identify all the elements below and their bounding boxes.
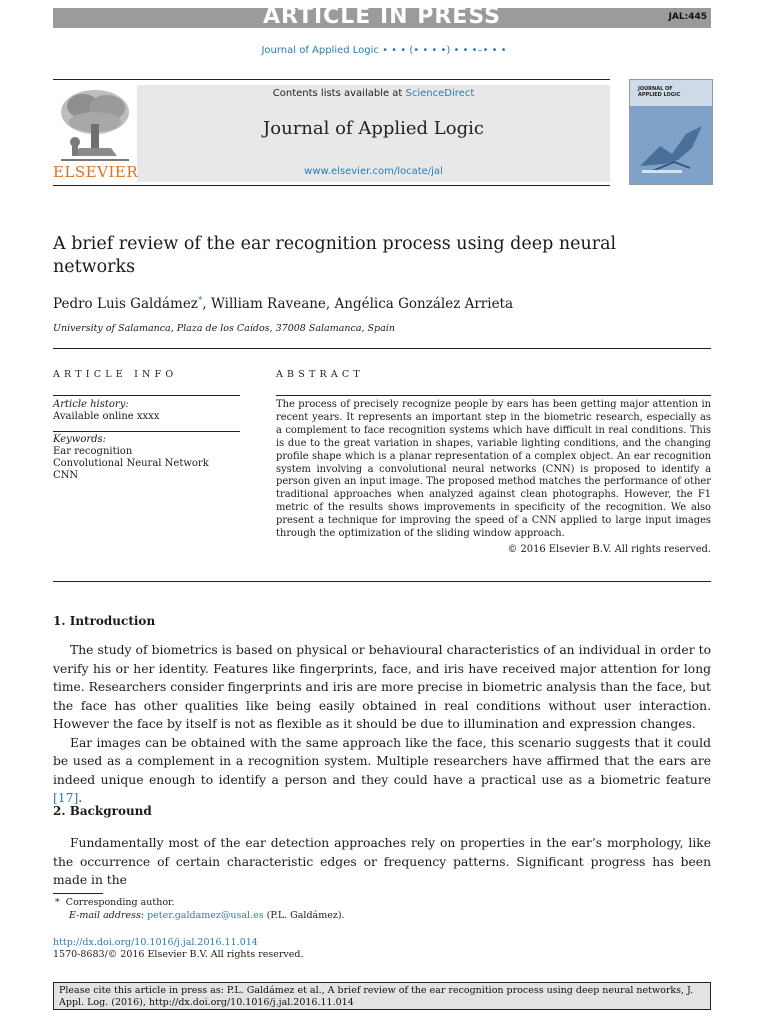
keyword-item: Ear recognition <box>53 446 133 457</box>
intro-paragraph-2 <box>53 734 711 808</box>
footnote-mark: * <box>55 897 60 908</box>
abstract-text: The process of precisely recognize people by ears has been getting major attention in recent years. It represents an important step in the biometric research, especially as a complement to face recognition systems which have difficult in real conditions. This is due to the great variation in shapes, variable lighting conditions, and the changing profile shape which is a planar representation of a complex object. An ear recognition system involving a convolutional neural networks (CNN) is proposed to identify a person given an input image. The proposed method matches the performance of other traditional approaches when analyzed against clean photographs. However, the F1 metric of the results shows improvements in specificity of the recognition. We also present a technique for improving the speed of a CNN applied to large input images through the optimization of the sliding window approach. <box>276 399 711 540</box>
cover-artwork <box>630 106 712 184</box>
other-authors: , William Raveane, Angélica González Arrieta <box>202 296 514 312</box>
citation-box <box>53 982 711 1010</box>
contents-prefix: Contents lists available at <box>272 88 406 99</box>
journal-url-link[interactable]: www.elsevier.com/locate/jal <box>304 166 443 177</box>
article-title: A brief review of the ear recognition process using deep neural networks <box>53 234 617 277</box>
introduction-body <box>53 641 711 808</box>
affiliation: University of Salamanca, Plaza de los Caídos, 37008 Salamanca, Spain <box>53 323 395 334</box>
keyword-item: CNN <box>53 470 79 481</box>
intro-paragraph-2-end: . <box>78 791 83 805</box>
section-heading-background: 2. Background <box>53 804 152 818</box>
abstract-copyright: © 2016 Elsevier B.V. All rights reserved. <box>507 544 711 555</box>
background-body <box>53 834 711 890</box>
history-value: Available online xxxx <box>53 411 160 422</box>
article-info-heading: ARTICLE INFO <box>53 369 178 380</box>
intro-paragraph-2-text: Ear images can be obtained with the same approach like the face, this scenario suggests that it could be used as a complement in a recognition system. Multiple researchers have affirmed that the ears are indeed unique enough to identify a person and they could have a practical use as a biometric feature <box>53 735 711 787</box>
article-info-rule-1 <box>53 395 240 396</box>
contents-line <box>137 88 610 99</box>
abstract-rule <box>276 395 711 396</box>
article-history <box>53 399 159 423</box>
email-label: E-mail address: <box>69 910 145 921</box>
masthead-top-rule <box>53 79 610 80</box>
journal-name: Journal of Applied Logic <box>263 118 484 139</box>
abstract-heading: ABSTRACT <box>276 369 364 380</box>
banner-title: ARTICLE IN PRESS <box>262 4 502 29</box>
history-label: Article history: <box>53 399 129 410</box>
publisher-name: ELSEVIER <box>53 163 139 181</box>
elsevier-wordmark <box>53 163 137 181</box>
sciencedirect-link[interactable]: ScienceDirect <box>405 88 475 99</box>
doi-link[interactable]: http://dx.doi.org/10.1016/j.jal.2016.11.014 <box>53 937 258 948</box>
section-heading-introduction: 1. Introduction <box>53 614 156 628</box>
masthead-bottom-rule <box>53 185 610 186</box>
header-divider <box>53 348 711 349</box>
author-list <box>53 296 513 312</box>
footnote-rule <box>53 893 103 894</box>
first-author: Pedro Luis Galdámez <box>53 296 198 312</box>
cover-title: JOURNAL OF APPLIED LOGIC <box>638 86 681 98</box>
running-header: Journal of Applied Logic • • • (• • • •) • • •–• • • <box>261 45 507 56</box>
citation-link[interactable]: [17] <box>53 791 79 805</box>
corresponding-footnote <box>55 897 175 908</box>
issn-line: 1570-8683/© 2016 Elsevier B.V. All rights reserved. <box>53 949 304 960</box>
corresponding-author-text: Corresponding author. <box>65 897 175 908</box>
email-link[interactable]: peter.galdamez@usal.es <box>147 910 264 921</box>
keyword-item: Convolutional Neural Network <box>53 458 209 469</box>
article-info-rule-2 <box>53 431 240 432</box>
intro-paragraph-1: The study of biometrics is based on physical or behavioural characteristics of an individual in order to verify his or her identity. Features like fingerprints, face, and iris have received major attention for long time. Researchers consider fingerprints and iris are more precise in biometric analysis than the face, but the face has other qualities like being easily obtained in real conditions without user interaction. However the face by itself is not as flexible as it should be due to illumination and expression changes. <box>53 643 711 731</box>
background-paragraph-1: Fundamentally most of the ear detection approaches rely on properties in the ear’s morphology, like the occurrence of certain characteristic edges or frequency patterns. Significant progress has been made in the <box>53 836 711 887</box>
citation-text: Please cite this article in press as: P.L. Galdámez et al., A brief review of the ear recognition process using deep neural networks, J. Appl. Log. (2016), http://dx.doi.org/10.1016/j.jal.2016.11.014 <box>59 985 694 1008</box>
email-footnote <box>69 910 345 921</box>
article-in-press-banner <box>53 4 711 29</box>
corresponding-author-mark[interactable]: * <box>197 296 203 306</box>
abstract-bottom-divider <box>53 581 711 582</box>
journal-article-id: JAL:445 <box>668 12 707 22</box>
keywords-label: Keywords: <box>53 434 107 445</box>
journal-cover-thumbnail[interactable] <box>629 79 713 185</box>
keywords-block <box>53 434 209 482</box>
email-owner: (P.L. Galdámez). <box>263 910 345 921</box>
